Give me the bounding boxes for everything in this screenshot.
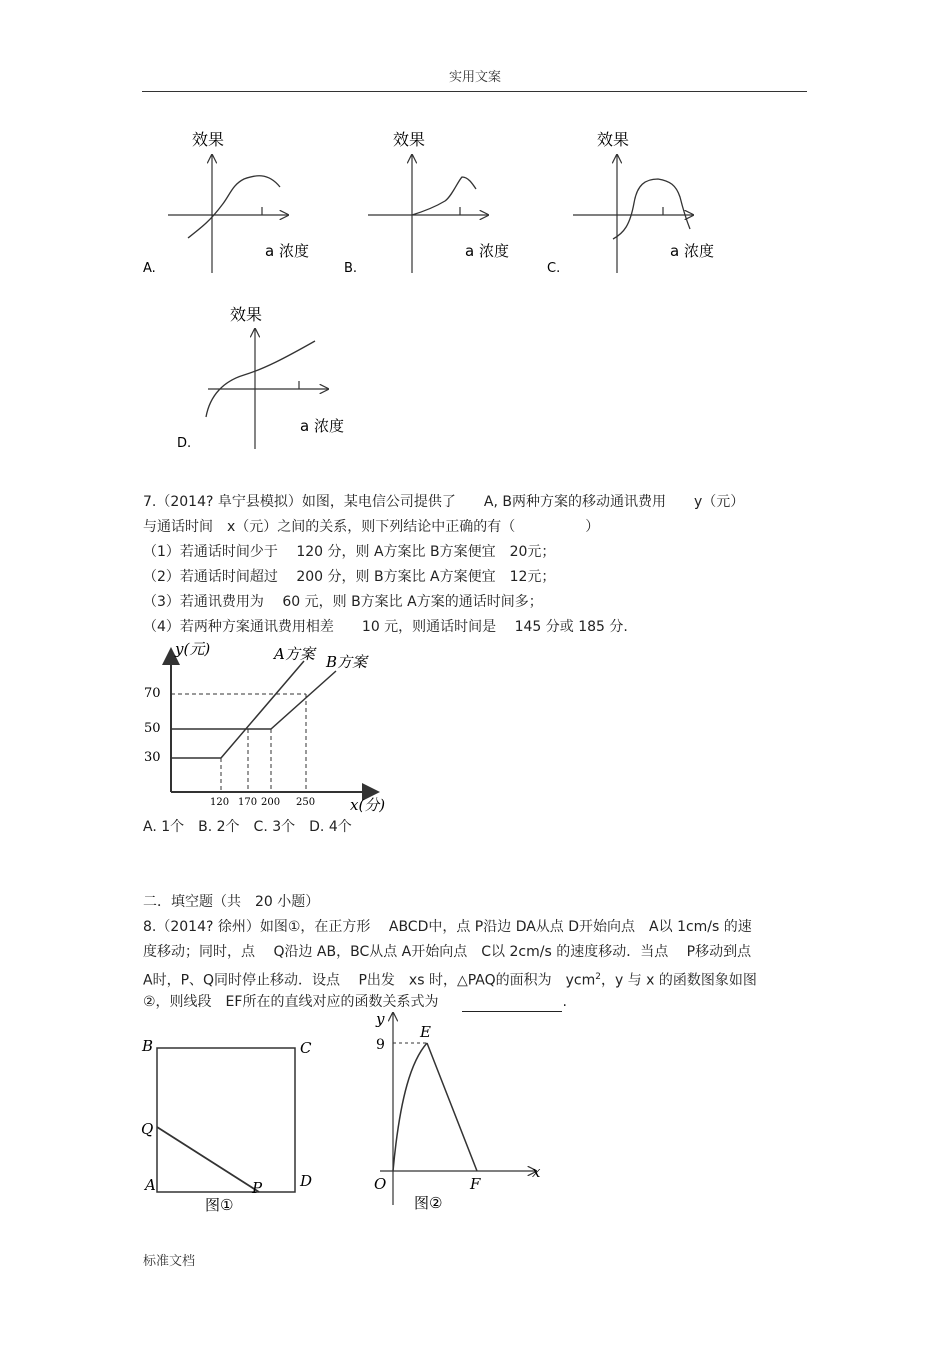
option-letter: B. [344,261,358,276]
ytick-70: 70 [144,686,161,701]
y-axis-label: y(元) [175,640,211,658]
xtick-250: 250 [296,797,316,808]
x-axis-label: a 浓度 [300,417,344,435]
q8-stem-line-1: 8.（2014? 徐州）如图①，在正方形 ABCD中，点 P沿边 DA从点 D开始向点 A以 1cm/s 的速 [143,919,752,935]
ytick-9: 9 [376,1037,385,1053]
y-axis-label: 效果 [393,130,426,149]
x-axis-label: a 浓度 [265,242,309,260]
x-axis-label: a 浓度 [465,242,509,260]
segment-ef [427,1043,477,1171]
x-axis-label: x [532,1163,541,1181]
header-rule [142,91,807,92]
segment-qp [157,1127,259,1192]
figure-1-caption: 图① [205,1196,234,1214]
xtick-200: 200 [261,797,281,808]
point-q: Q [141,1120,154,1138]
curve [613,179,690,239]
q6-graph-d [177,305,344,451]
curve [188,176,280,238]
page-footer: 标准文档 [143,1254,196,1269]
y-axis-label: 效果 [230,305,263,324]
q7-stem-line-2: 与通话时间 x（元）之间的关系，则下列结论中正确的有（ ） [143,519,600,535]
vertex-b: B [142,1037,154,1055]
q6-option-graphs [140,125,820,455]
curve [412,177,476,215]
option-letter: A. [143,261,156,276]
q7-statement-4: （4）若两种方案通讯费用相差 10 元，则通话时间是 145 分或 185 分. [143,619,628,635]
vertex-c: C [300,1039,312,1057]
q7-statement-2: （2）若通话时间超过 200 分，则 B方案比 A方案便宜 12元； [143,569,556,585]
q7-answer-options: A. 1个 B. 2个 C. 3个 D. 4个 [143,819,352,835]
q7-statement-1: （1）若通话时间少于 120 分，则 A方案比 B方案便宜 20元； [143,544,556,560]
vertex-a: A [145,1176,156,1194]
point-p: P [252,1179,263,1197]
q8-stem-line-3: A时，P、Q同时停止移动．设点 P出发 xs 时，△PAQ的面积为 ycm$^2$，y 与 x 的函数图象如图 [143,972,757,989]
x-axis-label: x(分) [350,796,386,814]
q6-graph-a [143,130,309,276]
origin-o: O [374,1175,387,1193]
q8-figure-2 [360,1005,550,1220]
q8-stem-line-2: 度移动；同时，点 Q沿边 AB，BC从点 A开始向点 C以 2cm/s 的速度移动．当点 P移动到点 [143,944,752,960]
curve-oe [393,1043,427,1171]
q6-graph-b [344,130,509,276]
point-e: E [420,1023,431,1041]
plan-a-line [171,661,304,758]
plan-a-label: A方案 [274,645,315,663]
y-axis-label: 效果 [597,130,630,149]
x-axis-label: a 浓度 [670,242,714,260]
page-header: 实用文案 [448,70,501,85]
vertex-d: D [300,1172,313,1190]
ytick-30: 30 [144,750,161,765]
q7-stem-line-1: 7.（2014? 阜宁县模拟）如图，某电信公司提供了 A, B两种方案的移动通讯费用 y（元） [143,494,745,510]
q8-figure-1 [138,1030,328,1220]
y-axis-label: 效果 [192,130,225,149]
point-f: F [470,1175,481,1193]
plan-b-label: B方案 [326,653,368,671]
xtick-170: 170 [238,797,258,808]
q8-stem-line-4: ②，则线段 EF所在的直线对应的函数关系式为 . [143,994,567,1010]
option-letter: C. [547,261,561,276]
q7-cost-chart [140,635,420,815]
q7-statement-3: （3）若通讯费用为 60 元，则 B方案比 A方案的通话时间多； [143,594,543,610]
section-title: 二．填空题（共 20 小题） [143,894,320,910]
xtick-120: 120 [210,797,230,808]
option-letter: D. [177,436,192,451]
y-axis-label: y [376,1010,385,1028]
ytick-50: 50 [144,721,161,736]
figure-2-caption: 图② [414,1194,443,1212]
curve [206,341,315,417]
q6-graph-c [547,130,714,276]
